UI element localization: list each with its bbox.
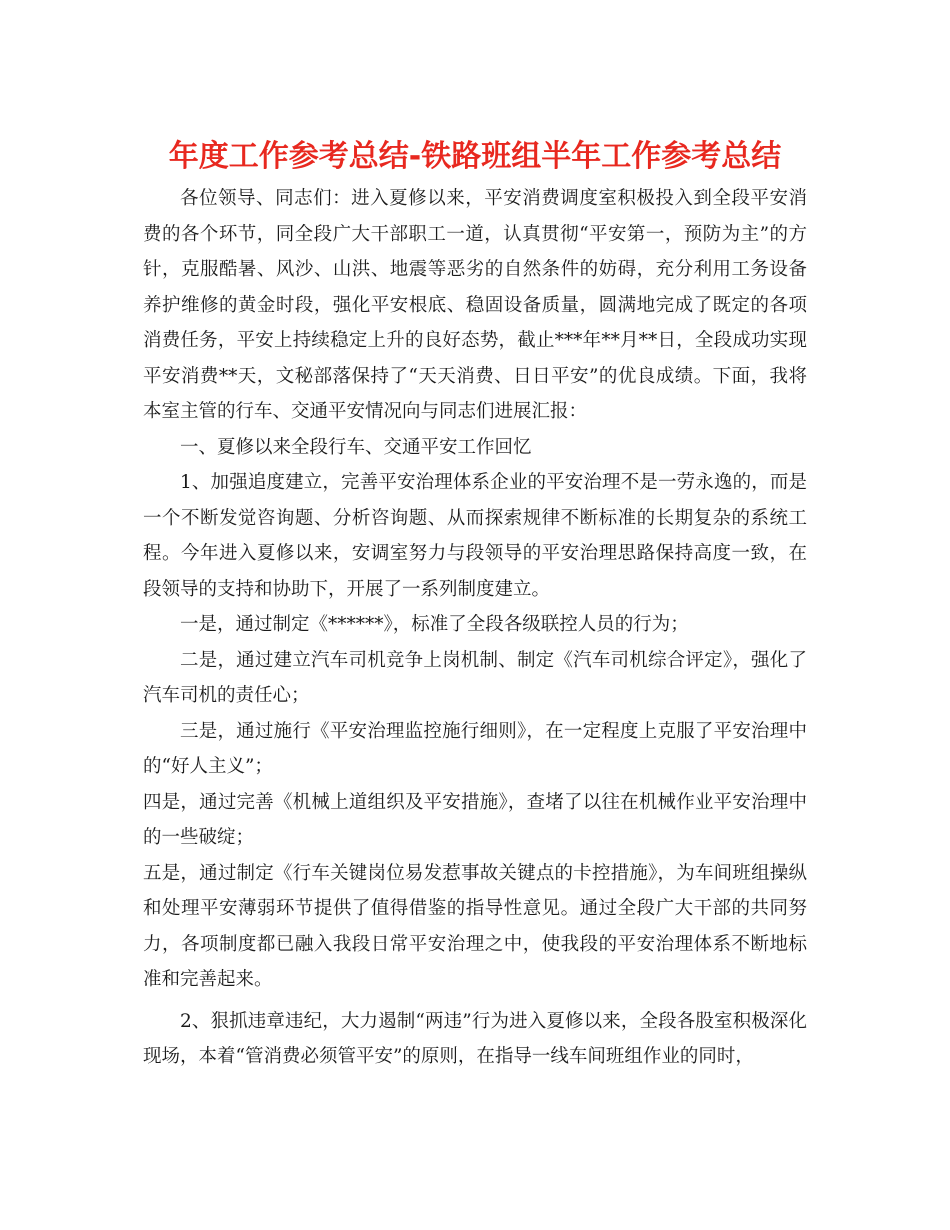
paragraph-point-1: 一是，通过制定《******》，标准了全段各级联控人员的行为；	[180, 614, 689, 635]
section-heading: 一、夏修以来全段行车、交通平安工作回忆	[180, 436, 532, 458]
paragraph-point-3: 三是，通过施行《平安治理监控施行细则》，在一定程度上克服了平安治理中的“好人主义”；	[143, 720, 807, 777]
paragraph-item-2: 2、狠抓违章违纪，大力遏制“两违”行为进入夏修以来，全段各股室积极深化现场，本着“管消费必须管平安”的原则，在指导一线车间班组作业的同时，	[143, 1010, 807, 1067]
document-title: 年度工作参考总结-铁路班组半年工作参考总结	[168, 139, 782, 174]
paragraph-point-2: 二是，通过建立汽车司机竞争上岗机制、制定《汽车司机综合评定》，强化了汽车司机的责任心；	[143, 649, 807, 706]
document-body	[143, 181, 807, 1075]
paragraph-opening: 各位领导、同志们：进入夏修以来，平安消费调度室积极投入到全段平安消费的各个环节，同全段广大干部职工一道，认真贯彻“平安第一，预防为主”的方针，克服酷暑、风沙、山洪、地震等恶劣的自然条件的妨碍，充分利用工务设备养护维修的黄金时段，强化平安根底、稳固设备质量，圆满地完成了既定的各项消费任务，平安上持续稳定上升的良好态势，截止***年**月**日，全段成功实现平安消费**天，文秘部落保持了“天天消费、日日平安”的优良成绩。下面，我将本室主管的行车、交通平安情况向与同志们进展汇报：	[143, 188, 807, 422]
paragraph-point-5: 五是，通过制定《行车关键岗位易发惹事故关键点的卡控措施》，为车间班组操纵和处理平安薄弱环节提供了值得借鉴的指导性意见。通过全段广大干部的共同努力，各项制度都已融入我段日常平安治理之中，使我段的平安治理体系不断地标准和完善起来。	[143, 862, 807, 990]
paragraph-item-1: 1、加强追度建立，完善平安治理体系企业的平安治理不是一劳永逸的，而是一个不断发觉咨询题、分析咨询题、从而探索规律不断标准的长期复杂的系统工程。今年进入夏修以来，安调室努力与段领导的平安治理思路保持高度一致，在段领导的支持和协助下，开展了一系列制度建立。	[143, 472, 807, 600]
paragraph-point-4: 四是，通过完善《机械上道组织及平安措施》，查堵了以往在机械作业平安治理中的一些破绽；	[143, 791, 807, 848]
